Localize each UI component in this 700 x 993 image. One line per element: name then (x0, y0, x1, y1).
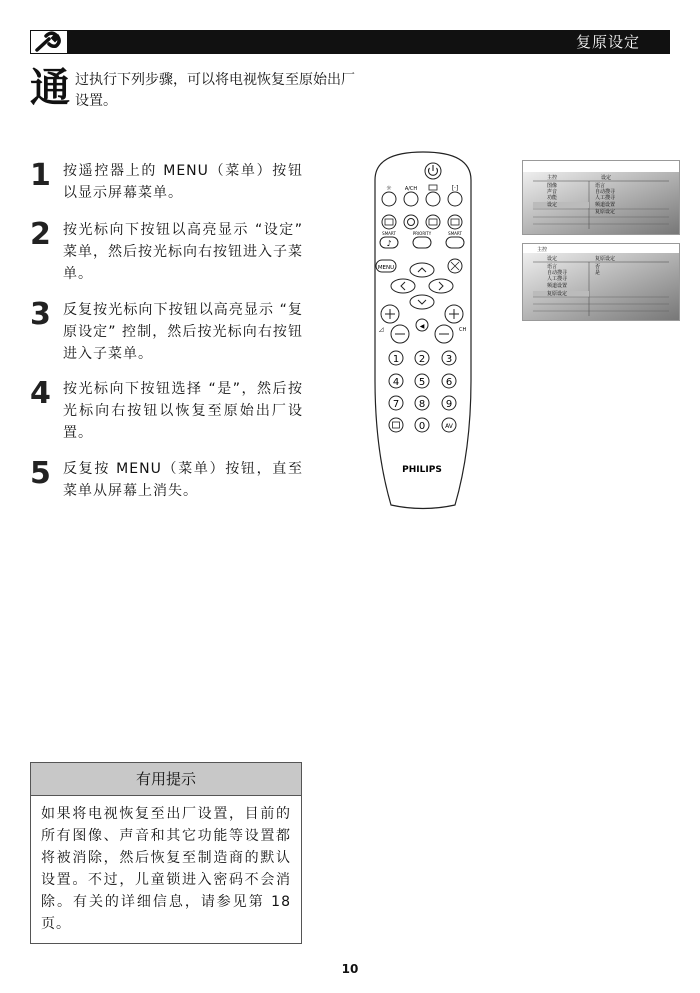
step-number: 1 (30, 158, 51, 193)
teletext-small-button (389, 418, 403, 432)
osd-menu-reset (522, 243, 680, 321)
wrench-icon (30, 30, 68, 54)
ach-label: A/CH (404, 186, 418, 192)
osd-item: 否 (595, 264, 601, 270)
digit-label: 0 (418, 421, 426, 432)
page-title: 复原设定 (575, 33, 640, 51)
step-text: 按光标向下按钮以高亮显示 “设定” 菜单，然后按光标向右按钮进入子菜单。 (63, 222, 303, 282)
osd-item: 语言 (547, 264, 558, 270)
tips-title: 有用提示 (31, 763, 301, 796)
section-header (30, 30, 670, 54)
osd-item: 自动搜寻 (595, 189, 616, 195)
intro-text: 过执行下列步骤，可以将电视恢复至原始出厂设置。 (75, 72, 355, 109)
osd-item: 是 (595, 270, 601, 276)
digit-label: 4 (392, 377, 400, 388)
osd-item: 人工搜寻 (595, 195, 616, 201)
cursor-right-button (429, 279, 453, 293)
osd-item: 自动搜寻 (547, 270, 568, 276)
osd-menu-settings (522, 160, 680, 235)
ach-button (404, 192, 418, 206)
osd-header-left: 主控 (547, 175, 558, 181)
step-number: 4 (30, 376, 51, 411)
priority-label: PRIORITY (412, 231, 432, 236)
mix-button (404, 215, 418, 229)
smart-picture-button (446, 237, 464, 248)
digit-label: 5 (418, 377, 426, 388)
step-text: 反复按光标向下按钮以高亮显示 “复原设定” 控制，然后按光标向右按钮进入子菜单。 (63, 302, 303, 362)
osd-item: 图像 (547, 183, 558, 189)
size-button (426, 215, 440, 229)
digit-label: 3 (445, 354, 453, 365)
smart-label-2: SMART (448, 231, 462, 236)
osd-item: 语言 (595, 183, 606, 189)
menu-label: MENU (377, 265, 395, 271)
step-number: 5 (30, 456, 51, 491)
freeze-button (448, 215, 462, 229)
remote-control-illustration (363, 150, 483, 515)
osd-item: 频道设置 (547, 283, 568, 289)
display-button (426, 192, 440, 206)
step-text: 反复按 MENU（菜单）按钮，直至菜单从屏幕上消失。 (63, 461, 303, 499)
step-text: 按遥控器上的 MENU（菜单）按钮以显示屏幕菜单。 (63, 163, 303, 201)
digit-label: 6 (445, 377, 453, 388)
music-note-icon: ♪ (386, 239, 392, 248)
tips-text: 如果将电视恢复至出厂设置，目前的所有图像、声音和其它功能等设置都将被消除，然后恢复至制造商的默认设置。不过，儿童锁进入密码不会消除。有关的详细信息，请参见第 18 页。 (41, 806, 291, 932)
power-icon (425, 163, 441, 179)
step-text: 按光标向下按钮选择 “是”，然后按光标向右按钮以恢复至原始出厂设置。 (63, 381, 303, 441)
page-number: 10 (341, 962, 359, 976)
step-number: 2 (30, 217, 51, 252)
osd-item: 功能 (547, 195, 558, 201)
drop-cap: 通 (30, 65, 70, 111)
osd-item: 设定 (547, 202, 558, 208)
priority-button (413, 237, 431, 248)
osd-header-left: 设定 (547, 256, 558, 262)
step-number: 3 (30, 297, 51, 332)
digit-label: 8 (418, 399, 426, 410)
osd-header-right: 设定 (601, 175, 612, 181)
cursor-up-button (410, 263, 434, 277)
brand-logo: PHILIPS (402, 465, 442, 475)
volume-icon: ◿ (379, 326, 384, 333)
smart-label-1: SMART (382, 231, 396, 236)
osd-item: 复原设定 (595, 209, 616, 215)
osd-item: 声音 (547, 189, 558, 195)
mute-icon: ◀ (419, 323, 425, 330)
cursor-left-button (391, 279, 415, 293)
digit-label: 1 (392, 354, 400, 365)
osd-item: 人工搜寻 (547, 276, 568, 282)
digit-label: 2 (418, 354, 426, 365)
ch-label: CH (459, 327, 467, 333)
osd-highlight (533, 202, 589, 208)
helpful-tips-box (30, 762, 302, 944)
digit-label: 7 (392, 399, 400, 410)
sleep-icon: ☼ (386, 185, 392, 192)
osd-top-title: 主控 (537, 247, 548, 253)
teletext-button (382, 215, 396, 229)
av-label: AV (445, 423, 453, 430)
info-button (448, 192, 462, 206)
osd-item: 复原设定 (547, 291, 568, 297)
info-icon: [·] (451, 185, 459, 192)
digit-label: 9 (445, 399, 453, 410)
osd-header-right: 复原设定 (595, 256, 616, 262)
sleep-button (382, 192, 396, 206)
cursor-down-button (410, 295, 434, 309)
osd-item: 频道设置 (595, 202, 616, 208)
